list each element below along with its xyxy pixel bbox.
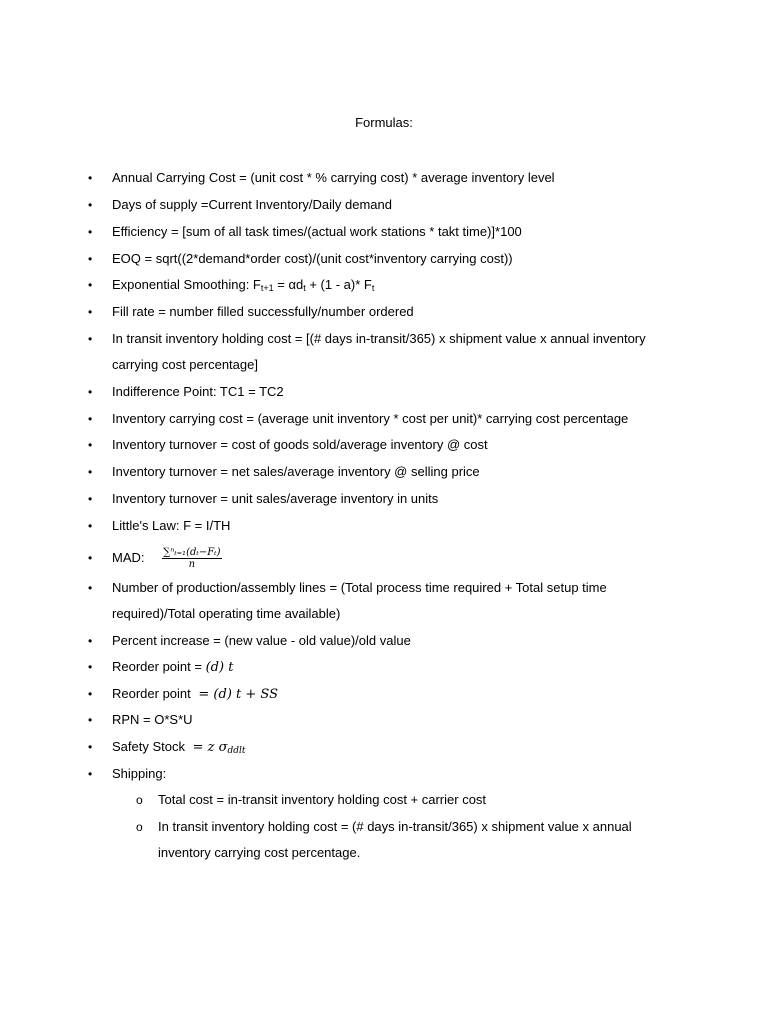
bullet-icon: • <box>88 305 93 319</box>
sub-list-item: Total cost = in-transit inventory holding cost + carrier cost <box>158 792 487 807</box>
reorder-formula: (d) t <box>205 660 234 675</box>
list-item: Inventory turnover = net sales/average inventory @ selling price <box>112 464 480 479</box>
bullet-icon: • <box>88 412 93 426</box>
page-title: Formulas: <box>355 115 413 130</box>
list-item: Percent increase = (new value - old value)/old value <box>112 633 411 648</box>
list-item-line: In transit inventory holding cost = [(# days in-transit/365) x shipment value x annual inventory <box>112 331 646 346</box>
sub-bullet-icon: o <box>136 820 143 834</box>
formula-label: Reorder point <box>112 686 191 701</box>
list-item-mad <box>112 540 672 576</box>
formula-label: Safety Stock <box>112 739 185 754</box>
bullet-icon: • <box>88 385 93 399</box>
sub-list-item-line: inventory carrying cost percentage. <box>158 845 361 860</box>
bullet-icon: • <box>88 740 93 754</box>
bullet-icon: • <box>88 465 93 479</box>
formula-text: = z σ <box>192 740 228 755</box>
list-item-line: Number of production/assembly lines = (Total process time required + Total setup time <box>112 580 607 595</box>
bullet-icon: • <box>88 634 93 648</box>
list-item-line: carrying cost percentage] <box>112 357 258 372</box>
reorder-ss-formula: = (d) t + SS <box>198 687 278 702</box>
formula-label: Reorder point = <box>112 659 202 674</box>
bullet-icon: • <box>88 660 93 674</box>
list-item: Indifference Point: TC1 = TC2 <box>112 384 284 399</box>
bullet-icon: • <box>88 252 93 266</box>
formula-label: Exponential Smoothing: F <box>112 277 261 292</box>
list-item: Days of supply =Current Inventory/Daily demand <box>112 197 392 212</box>
bullet-icon: • <box>88 519 93 533</box>
list-item: Inventory turnover = cost of goods sold/average inventory @ cost <box>112 437 488 452</box>
bullet-icon: • <box>88 332 93 346</box>
bullet-icon: • <box>88 225 93 239</box>
formula-text: = αd <box>273 277 304 292</box>
bullet-icon: • <box>88 767 93 781</box>
sub-list-item-line: In transit inventory holding cost = (# days in-transit/365) x shipment value x annual <box>158 819 632 834</box>
bullet-icon: • <box>88 492 93 506</box>
list-item: RPN = O*S*U <box>112 712 193 727</box>
list-item: Annual Carrying Cost = (unit cost * % carrying cost) * average inventory level <box>112 170 555 185</box>
list-item-reorder-point-ss <box>112 681 672 708</box>
formula-subscript: t <box>371 283 375 293</box>
list-item: Efficiency = [sum of all task times/(actual work stations * takt time)]*100 <box>112 224 522 239</box>
list-item: Shipping: <box>112 766 167 781</box>
list-item: Little's Law: F = I/TH <box>112 518 231 533</box>
list-item: Fill rate = number filled successfully/number ordered <box>112 304 414 319</box>
list-item-exponential-smoothing <box>112 272 672 298</box>
bullet-icon: • <box>88 278 93 292</box>
mad-fraction <box>162 547 221 571</box>
list-item: Inventory turnover = unit sales/average inventory in units <box>112 491 439 506</box>
list-item-reorder-point <box>112 654 672 681</box>
formula-subscript: t <box>303 283 306 293</box>
bullet-icon: • <box>88 438 93 452</box>
formula-text: + (1 - a)* F <box>305 277 372 292</box>
list-item: EOQ = sqrt((2*demand*order cost)/(unit cost*inventory carrying cost)) <box>112 251 513 266</box>
bullet-icon: • <box>88 551 93 565</box>
bullet-icon: • <box>88 581 93 595</box>
list-item: Inventory carrying cost = (average unit inventory * cost per unit)* carrying cost percentage <box>112 411 629 426</box>
safety-stock-formula <box>193 740 246 755</box>
bullet-icon: • <box>88 198 93 212</box>
list-item-safety-stock <box>112 734 672 761</box>
formula-subscript: ddlt <box>227 746 246 756</box>
bullet-icon: • <box>88 171 93 185</box>
fraction-denominator: n <box>188 558 196 570</box>
sub-bullet-icon: o <box>136 793 143 807</box>
bullet-icon: • <box>88 687 93 701</box>
bullet-icon: • <box>88 713 93 727</box>
formula-subscript: t+1 <box>260 283 274 293</box>
list-item-line: required)/Total operating time available) <box>112 606 341 621</box>
formula-label: MAD: <box>112 550 145 565</box>
fraction-numerator: ∑ⁿₜ₌₁(dₜ−Fₜ) <box>163 546 221 558</box>
